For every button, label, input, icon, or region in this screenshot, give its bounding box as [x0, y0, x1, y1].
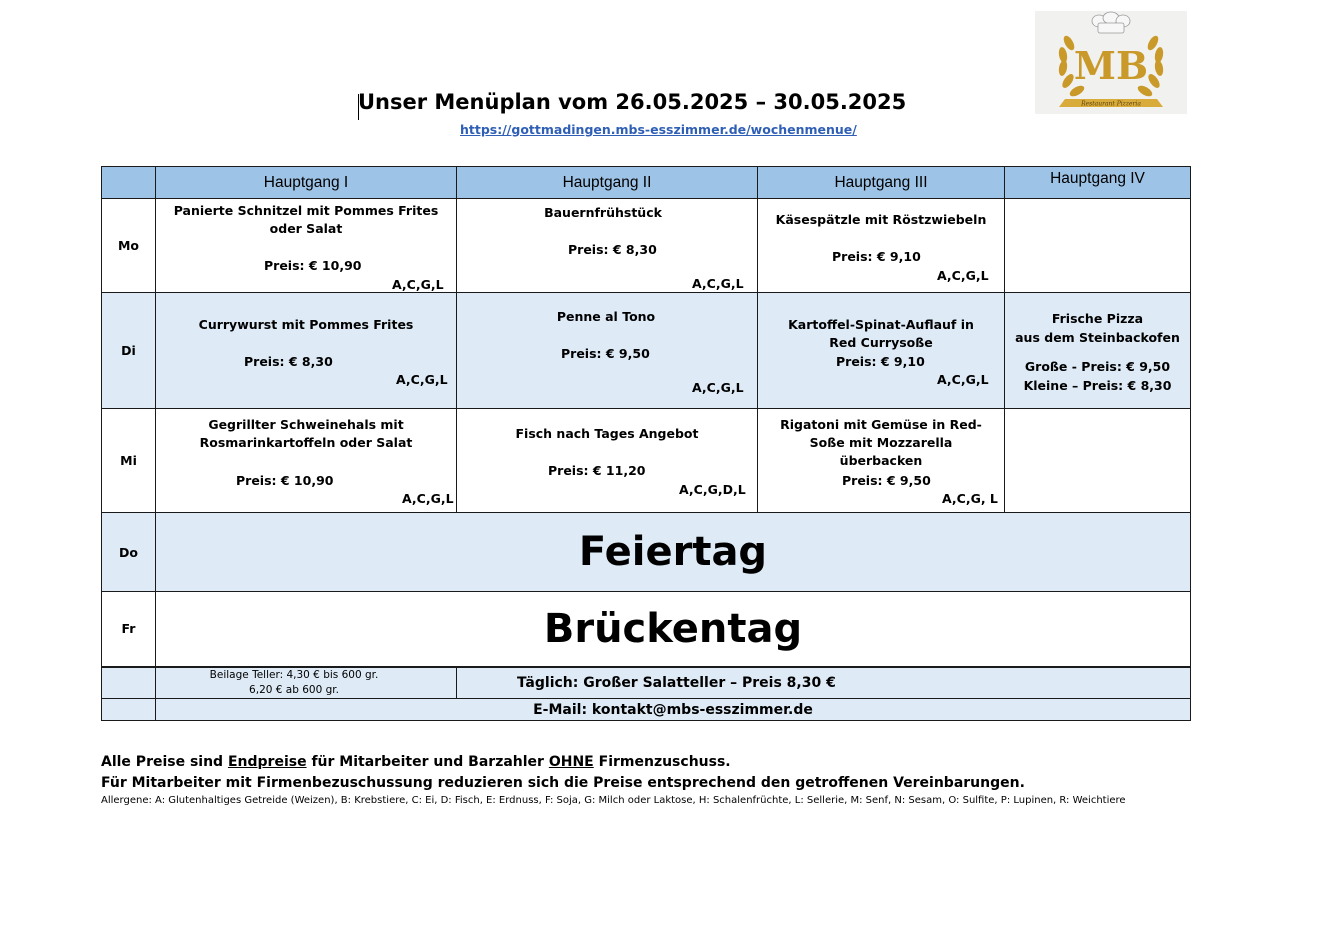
menu-cell-empty [1005, 409, 1191, 513]
day-label: Mi [102, 409, 156, 513]
dish-allergens: A,C,G,D,L [679, 481, 746, 497]
dish-name: Bauernfrühstück [544, 204, 662, 220]
header-hauptgang-4: Hauptgang IV [1005, 167, 1191, 199]
extras-corner [102, 667, 156, 699]
dish-price: Preis: € 9,50 [842, 472, 931, 488]
dish-name: Kartoffel-Spinat-Auflauf in Red Currysoße [788, 316, 974, 350]
day-label: Fr [102, 592, 156, 667]
menu-cell [457, 293, 758, 409]
header-hauptgang-3: Hauptgang III [758, 167, 1005, 199]
dish-price: Preis: € 11,20 [548, 462, 646, 478]
side-plate-line-1: Beilage Teller: 4,30 € bis 600 gr. [209, 668, 379, 681]
dish-price: Preis: € 8,30 [244, 353, 333, 369]
price-note-line-2: Für Mitarbeiter mit Firmenbezuschussung reduzieren sich die Preise entsprechend den getroffenen Vereinbarungen. [101, 775, 1025, 791]
dish-name: Gegrillter Schweinehals mit Rosmarinkartoffeln oder Salat [199, 416, 413, 450]
dish-name: Fisch nach Tages Angebot [515, 425, 699, 441]
header-hauptgang-2: Hauptgang II [457, 167, 758, 199]
bridge-day-text: Brückentag [156, 592, 1191, 667]
dish-name: Rigatoni mit Gemüse in Red-Soße mit Mozzarella überbacken [780, 416, 982, 468]
holiday-text: Feiertag [156, 513, 1191, 592]
dish-allergens: A,C,G,L [392, 276, 444, 292]
menu-cell [156, 199, 457, 293]
note-text: Firmenzuschuss. [593, 754, 731, 770]
dish-name: Panierte Schnitzel mit Pommes Frites oder Salat [173, 202, 439, 236]
chef-hat-icon [1092, 12, 1130, 33]
row-friday [102, 592, 1191, 667]
row-wednesday [102, 409, 1191, 513]
note-underlined-endpreise: Endpreise [227, 754, 307, 770]
side-plate-line-2: 6,20 € ab 600 gr. [249, 683, 339, 696]
menu-url-link[interactable]: https://gottmadingen.mbs-esszimmer.de/wochenmenue/ [460, 122, 857, 137]
dish-allergens: A,C,G,L [692, 275, 744, 291]
dish-allergens: A,C,G,L [402, 490, 454, 506]
menu-cell [758, 199, 1005, 293]
dish-name: Penne al Tono [556, 308, 656, 324]
logo-monogram: MB [1073, 43, 1149, 88]
menu-cell [156, 409, 457, 513]
header-row [102, 167, 1191, 199]
dish-allergens: A,C,G,L [937, 267, 989, 283]
pizza-subtitle: aus dem Steinbackofen [1015, 329, 1180, 345]
allergen-legend: Allergene: A: Glutenhaltiges Getreide (Weizen), B: Krebstiere, C: Ei, D: Fisch, E: Erdnuss, F: Soja, G: Milch oder Laktose, H: Schalenfrüchte, L: Sellerie, M: Senf, N: Sesam, O: Sulfite, P: Lupinen, R: Weichtiere [101, 795, 1126, 806]
day-label: Mo [102, 199, 156, 293]
menu-table [101, 166, 1191, 721]
note-text: für Mitarbeiter und Barzahler [306, 754, 549, 770]
header-corner [102, 167, 156, 199]
daily-salad-offer: Täglich: Großer Salatteller – Preis 8,30 € [457, 667, 1191, 699]
price-notes [101, 752, 1025, 794]
menu-cell [457, 409, 758, 513]
dish-price: Preis: € 10,90 [264, 257, 362, 273]
price-note-line-1 [101, 752, 1025, 773]
pizza-price-large: Große - Preis: € 9,50 [1024, 358, 1171, 374]
menu-cell [156, 293, 457, 409]
email-corner [102, 699, 156, 721]
menu-cell-empty [1005, 199, 1191, 293]
dish-price: Preis: € 9,10 [836, 353, 925, 369]
menu-cell [758, 293, 1005, 409]
row-email [102, 699, 1191, 721]
logo-caption: Restaurant Pizzeria [1081, 100, 1141, 108]
dish-price: Preis: € 8,30 [568, 241, 657, 257]
row-tuesday [102, 293, 1191, 409]
note-text: Alle Preise sind [101, 754, 228, 770]
contact-email: E-Mail: kontakt@mbs-esszimmer.de [156, 699, 1191, 721]
row-thursday [102, 513, 1191, 592]
side-plate-info [156, 667, 457, 699]
dish-allergens: A,C,G,L [937, 371, 989, 387]
menu-cell [758, 409, 1005, 513]
dish-name: Käsespätzle mit Röstzwiebeln [775, 211, 987, 227]
pizza-title: Frische Pizza [1051, 310, 1144, 326]
dish-allergens: A,C,G,L [396, 371, 448, 387]
page-title: Unser Menüplan vom 26.05.2025 – 30.05.2025 [358, 90, 907, 114]
dish-allergens: A,C,G,L [692, 379, 744, 395]
restaurant-logo [1035, 11, 1187, 114]
header-hauptgang-1: Hauptgang I [156, 167, 457, 199]
menu-cell [457, 199, 758, 293]
day-label: Do [102, 513, 156, 592]
dish-price: Preis: € 9,50 [561, 345, 650, 361]
menu-cell-pizza [1005, 293, 1191, 409]
dish-name: Currywurst mit Pommes Frites [198, 316, 414, 332]
dish-allergens: A,C,G, L [942, 490, 998, 506]
row-monday [102, 199, 1191, 293]
row-extras [102, 667, 1191, 699]
note-underlined-ohne: OHNE [548, 754, 594, 770]
day-label: Di [102, 293, 156, 409]
dish-price: Preis: € 10,90 [236, 472, 334, 488]
dish-price: Preis: € 9,10 [832, 248, 921, 264]
pizza-price-small: Kleine – Preis: € 8,30 [1023, 377, 1172, 393]
